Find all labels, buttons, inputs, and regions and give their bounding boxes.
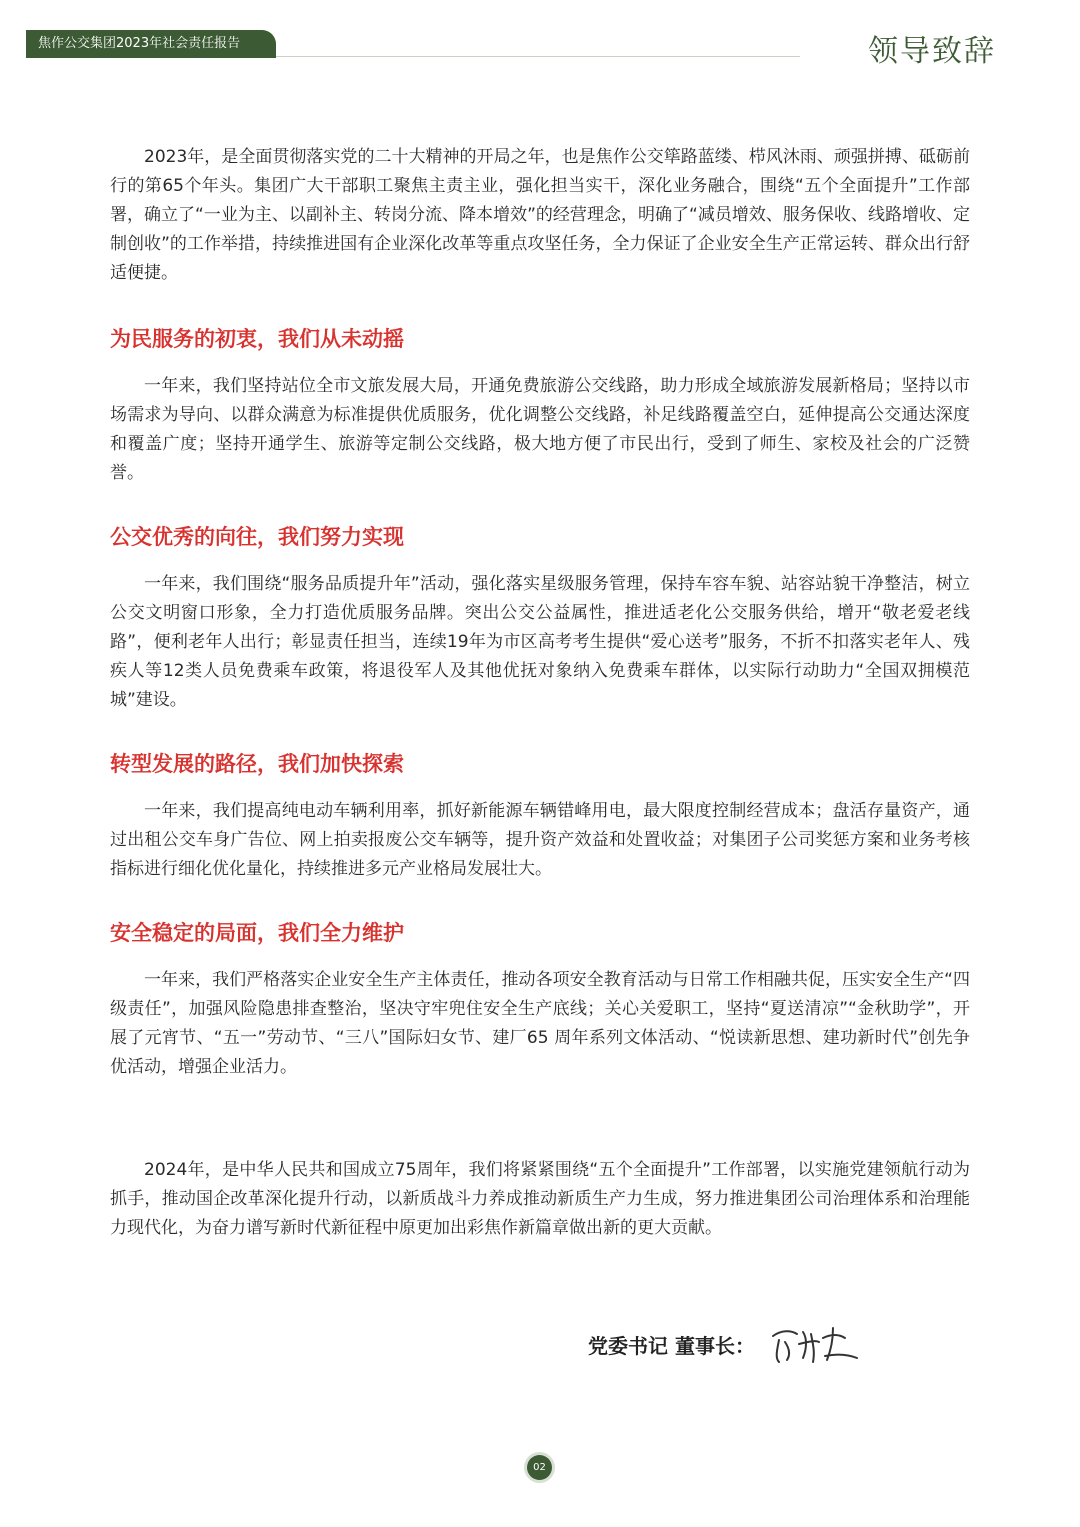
- section-body-safety: 一年来，我们严格落实企业安全生产主体责任，推动各项安全教育活动与日常工作相融共促，压实安全生产“四级责任”，加强风险隐患排查整治，坚决守牢兜住安全生产底线；关心关爱职工，坚持“夏送清凉”“金秋助学”，开展了元宵节、“五一”劳动节、“三八”国际妇女节、建厂65 周年系列文体活动、“悦读新思想、建功新时代”创先争优活动，增强企业活力。: [110, 970, 970, 1077]
- section-heading-transformation: 转型发展的路径，我们加快探索: [110, 751, 404, 776]
- section-body-excellence: 一年来，我们围绕“服务品质提升年”活动，强化落实星级服务管理，保持车容车貌、站容站貌干净整洁，树立公交文明窗口形象，全力打造优质服务品牌。突出公交公益属性，推进适老化公交服务供给，增开“敬老爱老线路”，便利老年人出行；彰显责任担当，连续19年为市区高考考生提供“爱心送考”服务，不折不扣落实老年人、残疾人等12类人员免费乘车政策，将退役军人及其他优抚对象纳入免费乘车群体，以实际行动助力“全国双拥模范城”建设。: [110, 574, 970, 710]
- letter-body: [110, 143, 970, 1243]
- signature-block: [588, 1318, 863, 1370]
- handwritten-signature: [767, 1318, 863, 1370]
- page-number-badge: 02: [527, 1455, 552, 1480]
- section-heading-safety: 安全稳定的局面，我们全力维护: [110, 920, 404, 945]
- closing-paragraph: 2024年，是中华人民共和国成立75周年，我们将紧紧围绕“五个全面提升”工作部署，以实施党建领航行动为抓手，推动国企改革深化提升行动，以新质战斗力养成推动新质生产力生成，努力推进集团公司治理体系和治理能力现代化，为奋力谱写新时代新征程中原更加出彩焦作新篇章做出新的更大贡献。: [110, 1160, 970, 1238]
- signature-label: 党委书记 董事长：: [588, 1333, 755, 1358]
- section-body-transformation: 一年来，我们提高纯电动车辆利用率，抓好新能源车辆错峰用电，最大限度控制经营成本；盘活存量资产，通过出租公交车身广告位、网上拍卖报废公交车辆等，提升资产效益和处置收益；对集团子公司奖惩方案和业务考核指标进行细化优化量化，持续推进多元产业格局发展壮大。: [110, 801, 970, 879]
- section-label: 领导致辞: [868, 34, 996, 69]
- report-title: 焦作公交集团2023年社会责任报告: [38, 36, 241, 51]
- section-heading-service: 为民服务的初衷，我们从未动摇: [110, 326, 404, 351]
- section-heading-excellence: 公交优秀的向往，我们努力实现: [110, 524, 404, 549]
- intro-paragraph: 2023年，是全面贯彻落实党的二十大精神的开局之年，也是焦作公交筚路蓝缕、栉风沐雨、顽强拼搏、砥砺前行的第65个年头。集团广大干部职工聚焦主责主业，强化担当实干，深化业务融合，围绕“五个全面提升”工作部署，确立了“一业为主、以副补主、转岗分流、降本增效”的经营理念，明确了“减员增效、服务保收、线路增收、定制创收”的工作举措，持续推进国有企业深化改革等重点攻坚任务，全力保证了企业安全生产正常运转、群众出行舒适便捷。: [110, 147, 970, 283]
- header-divider: [276, 56, 800, 57]
- report-title-tab: [26, 30, 276, 58]
- section-body-service: 一年来，我们坚持站位全市文旅发展大局，开通免费旅游公交线路，助力形成全域旅游发展新格局；坚持以市场需求为导向、以群众满意为标准提供优质服务，优化调整公交线路，补足线路覆盖空白，延伸提高公交通达深度和覆盖广度；坚持开通学生、旅游等定制公交线路，极大地方便了市民出行，受到了师生、家校及社会的广泛赞誉。: [110, 376, 970, 483]
